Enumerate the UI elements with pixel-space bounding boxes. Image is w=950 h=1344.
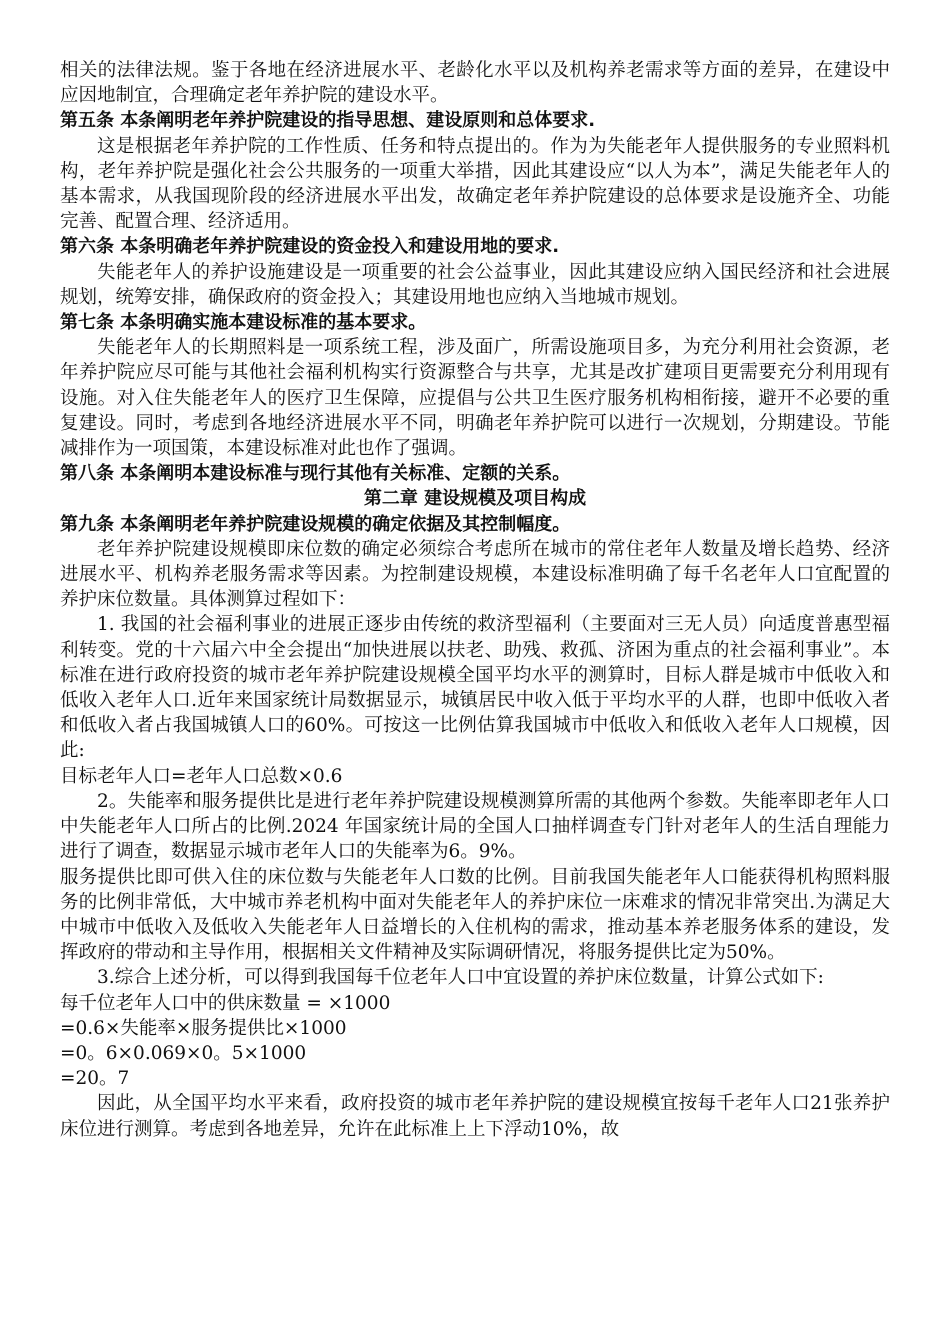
article-5-body: 这是根据老年养护院的工作性质、任务和特点提出的。作为为失能老年人提供服务的专业照料机构，老年养护院是强化社会公共服务的一项重大举措，因此其建设应“以人为本”，满足失能老年人的基本需求，从我国现阶段的经济进展水平出发，故确定老年养护院建设的总体要求是设施齐全、功能完善、配置合理、经济适用。 bbox=[60, 135, 890, 233]
article-8-heading: 第八条 本条阐明本建设标准与现行其他有关标准、定额的关系。 bbox=[60, 463, 571, 485]
article-5-heading: 第五条 本条阐明老年养护院建设的指导思想、建设原则和总体要求. bbox=[60, 110, 596, 132]
formula-beds-per-thousand: 每千位老年人口中的供床数量 = ×1000 bbox=[60, 992, 391, 1014]
article-9-item-1: 1. 我国的社会福利事业的进展正逐步由传统的救济型福利（主要面对三无人员）向适度普惠型福利转变。党的十六届六中全会提出“加快进展以扶老、助残、救孤、济困为重点的社会福利事业”。本标准在进行政府投资的城市老年养护院建设规模全国平均水平的测算时，目标人群是城市中低收入和低收入老年人口.近年来国家统计局数据显示，城镇居民中收入低于平均水平的人群，也即中低收入者和低收入者占我国城镇人口的60%。可按这一比例估算我国城市中低收入和低收入老年人口规模，因此: bbox=[60, 614, 890, 762]
chapter-2-title: 第二章 建设规模及项目构成 bbox=[363, 488, 587, 510]
formula-target-population: 目标老年人口=老年人口总数×0.6 bbox=[60, 765, 343, 787]
article-9-service-ratio: 服务提供比即可供入住的床位数与失能老年人口数的比例。目前我国失能老年人口能获得机构照料服务的比例非常低，大中城市养老机构中面对失能老年人的养护床位一床难求的情况非常突出.为满足大中城市中低收入及低收入失能老年人日益增长的入住机构的需求，推动基本养老服务体系的建设，发挥政府的带动和主导作用，根据相关文件精神及实际调研情况，将服务提供比定为50%。 bbox=[60, 866, 890, 964]
formula-step-2: =0。6×0.069×0。5×1000 bbox=[60, 1042, 307, 1064]
article-9-heading: 第九条 本条阐明老年养护院建设规模的确定依据及其控制幅度。 bbox=[60, 513, 571, 535]
article-6-heading: 第六条 本条明确老年养护院建设的资金投入和建设用地的要求. bbox=[60, 236, 560, 258]
paragraph-conclusion: 因此，从全国平均水平来看，政府投资的城市老年养护院的建设规模宜按每千老年人口21张养护床位进行测算。考虑到各地差异，允许在此标准上上下浮动10%，故 bbox=[60, 1093, 890, 1140]
article-9-item-3: 3.综合上述分析，可以得到我国每千位老年人口中宜设置的养护床位数量，计算公式如下: bbox=[97, 967, 824, 989]
formula-result: =20。7 bbox=[60, 1068, 130, 1090]
article-7-body: 失能老年人的长期照料是一项系统工程，涉及面广，所需设施项目多，为充分利用社会资源，老年养护院应尽可能与其他社会福利机构实行资源整合与共享，尤其是改扩建项目更需要充分利用现有设施。对入住失能老年人的医疗卫生保障，应提倡与公共卫生医疗服务机构相衔接，避开不必要的重复建设。同时，考虑到各地经济进展水平不同，明确老年养护院可以进行一次规划，分期建设。节能减排作为一项国策，本建设标准对此也作了强调。 bbox=[60, 337, 890, 460]
article-9-body: 老年养护院建设规模即床位数的确定必须综合考虑所在城市的常住老年人数量及增长趋势、经济进展水平、机构养老服务需求等因素。为控制建设规模，本建设标准明确了每千名老年人口宜配置的养护床位数量。具体测算过程如下： bbox=[60, 538, 890, 611]
article-7-heading: 第七条 本条明确实施本建设标准的基本要求。 bbox=[60, 312, 427, 334]
article-9-item-2: 2。失能率和服务提供比是进行老年养护院建设规模测算所需的其他两个参数。失能率即老年人口中失能老年人口所占的比例.2024 年国家统计局的全国人口抽样调查专门针对老年人的生活自理能力进行了调查，数据显示城市老年人口的失能率为6。9%。 bbox=[60, 790, 890, 863]
formula-step-1: =0.6×失能率×服务提供比×1000 bbox=[60, 1017, 347, 1039]
paragraph-intro: 相关的法律法规。鉴于各地在经济进展水平、老龄化水平以及机构养老需求等方面的差异，在建设中应因地制宜，合理确定老年养护院的建设水平。 bbox=[60, 60, 890, 107]
article-6-body: 失能老年人的养护设施建设是一项重要的社会公益事业，因此其建设应纳入国民经济和社会进展规划，统筹安排，确保政府的资金投入；其建设用地也应纳入当地城市规划。 bbox=[60, 261, 890, 308]
document-page bbox=[60, 58, 890, 1142]
